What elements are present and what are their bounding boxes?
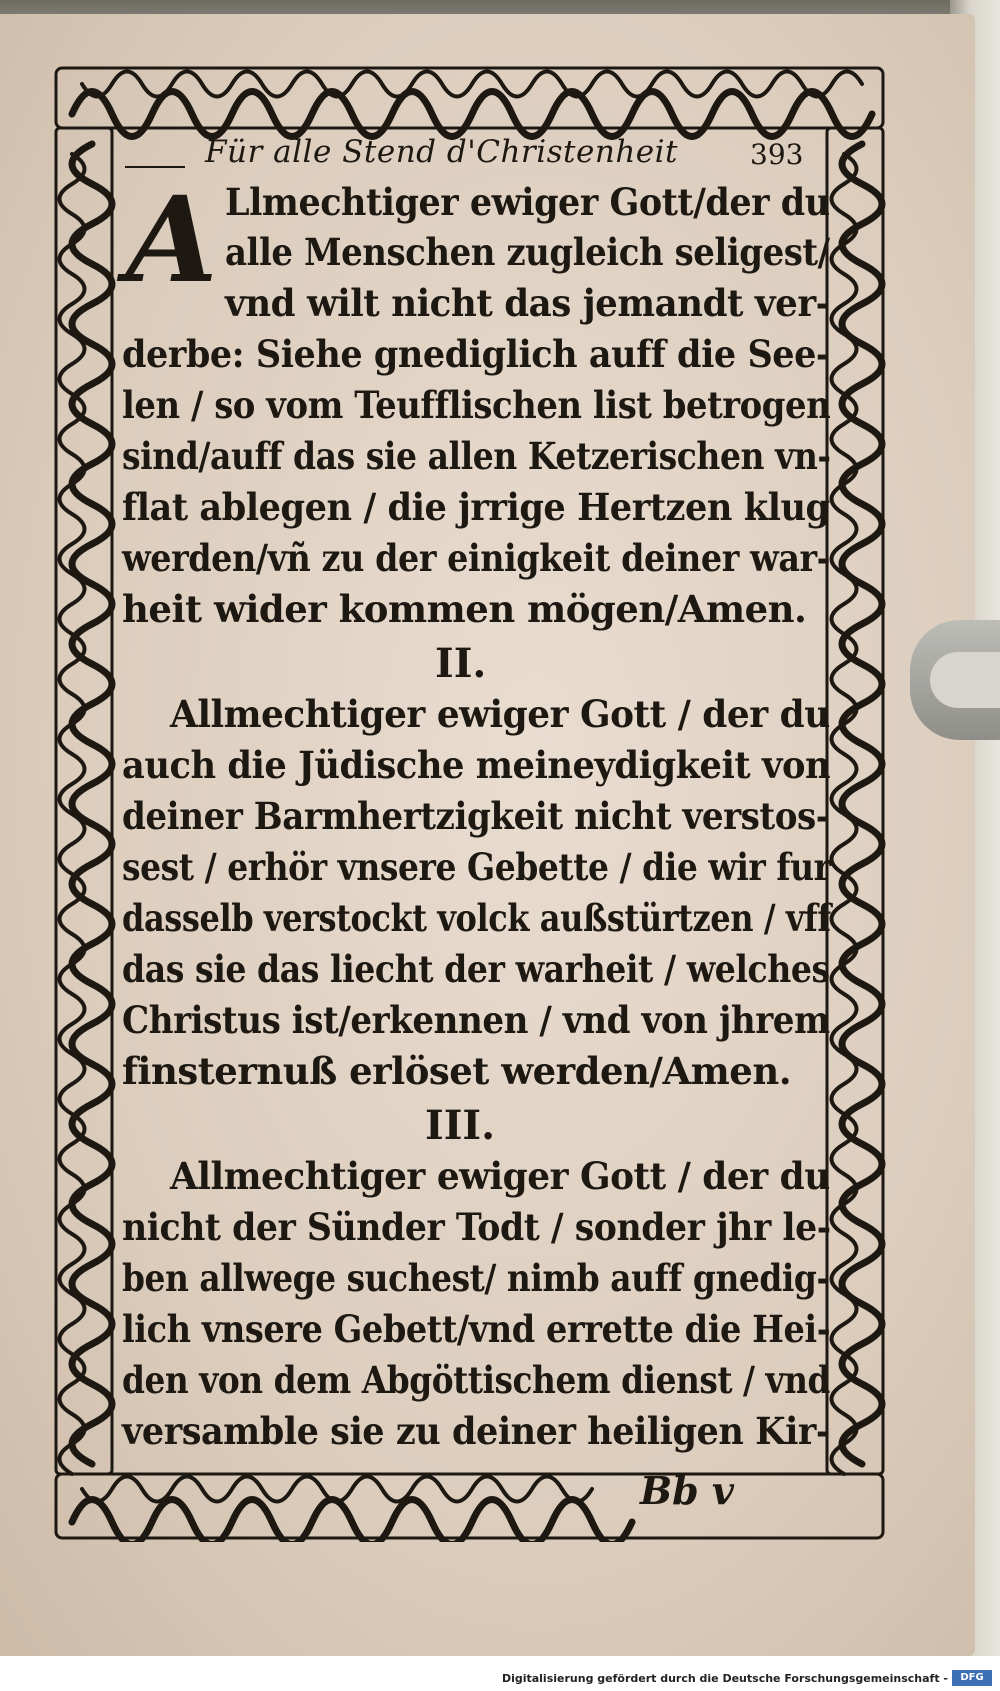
page-number: 393: [750, 138, 804, 171]
text-line: ben allwege suchest/ nimb auff gnedig-: [122, 1256, 830, 1300]
text-line: heit wider kommen mögen/Amen.: [122, 587, 807, 631]
signature-mark: Bb v: [640, 1468, 734, 1513]
text-line: Christus ist/erkennen / vnd von jhrem: [122, 998, 830, 1042]
text-line: sind/auff das sie allen Ketzerischen vn-: [122, 434, 831, 478]
footer-credit: Digitalisierung gefördert durch die Deutsche Forschungsgemeinschaft -: [501, 1672, 948, 1685]
text-line: Allmechtiger ewiger Gott / der du: [170, 692, 830, 736]
section-numeral: III.: [425, 1102, 496, 1149]
text-line: dasselb verstockt volck außstürtzen / vff: [122, 896, 831, 940]
text-line: alle Menschen zugleich seligest/: [225, 230, 830, 274]
text-line: nicht der Sünder Todt / sonder jhr le-: [122, 1205, 831, 1249]
text-line: Llmechtiger ewiger Gott/der du: [225, 180, 830, 224]
dfg-logo: DFG: [952, 1670, 992, 1686]
text-line: vnd wilt nicht das jemandt ver-: [225, 281, 830, 325]
header-title: Für alle Stend d'Christenheit: [205, 134, 679, 170]
text-line: finsternuß erlöset werden/Amen.: [122, 1049, 792, 1093]
text-line: lich vnsere Gebett/vnd errette die Hei-: [122, 1307, 831, 1351]
text-line: Allmechtiger ewiger Gott / der du: [170, 1154, 830, 1198]
text-line: werden/vñ zu der einigkeit deiner war-: [122, 536, 831, 580]
text-line: auch die Jüdische meineydigkeit von: [122, 743, 831, 787]
text-line: den von dem Abgöttischem dienst / vnd: [122, 1358, 831, 1402]
text-line: das sie das liecht der warheit / welches: [122, 947, 830, 991]
text-line: versamble sie zu deiner heiligen Kir-: [122, 1409, 830, 1453]
text-line: derbe: Siehe gnediglich auff die See-: [122, 332, 831, 376]
text-line: len / so vom Teufflischen list betrogen: [122, 383, 831, 427]
header-rule: [125, 166, 185, 168]
text-line: sest / erhör vnsere Gebette / die wir fur: [122, 845, 831, 889]
section-numeral: II.: [435, 640, 487, 687]
running-header: [125, 132, 805, 176]
decorated-initial: A: [126, 170, 218, 309]
book-clip-inner: [930, 652, 1000, 708]
text-line: deiner Barmhertzigkeit nicht verstos-: [122, 794, 830, 838]
text-line: flat ablegen / die jrrige Hertzen klug: [122, 485, 830, 529]
